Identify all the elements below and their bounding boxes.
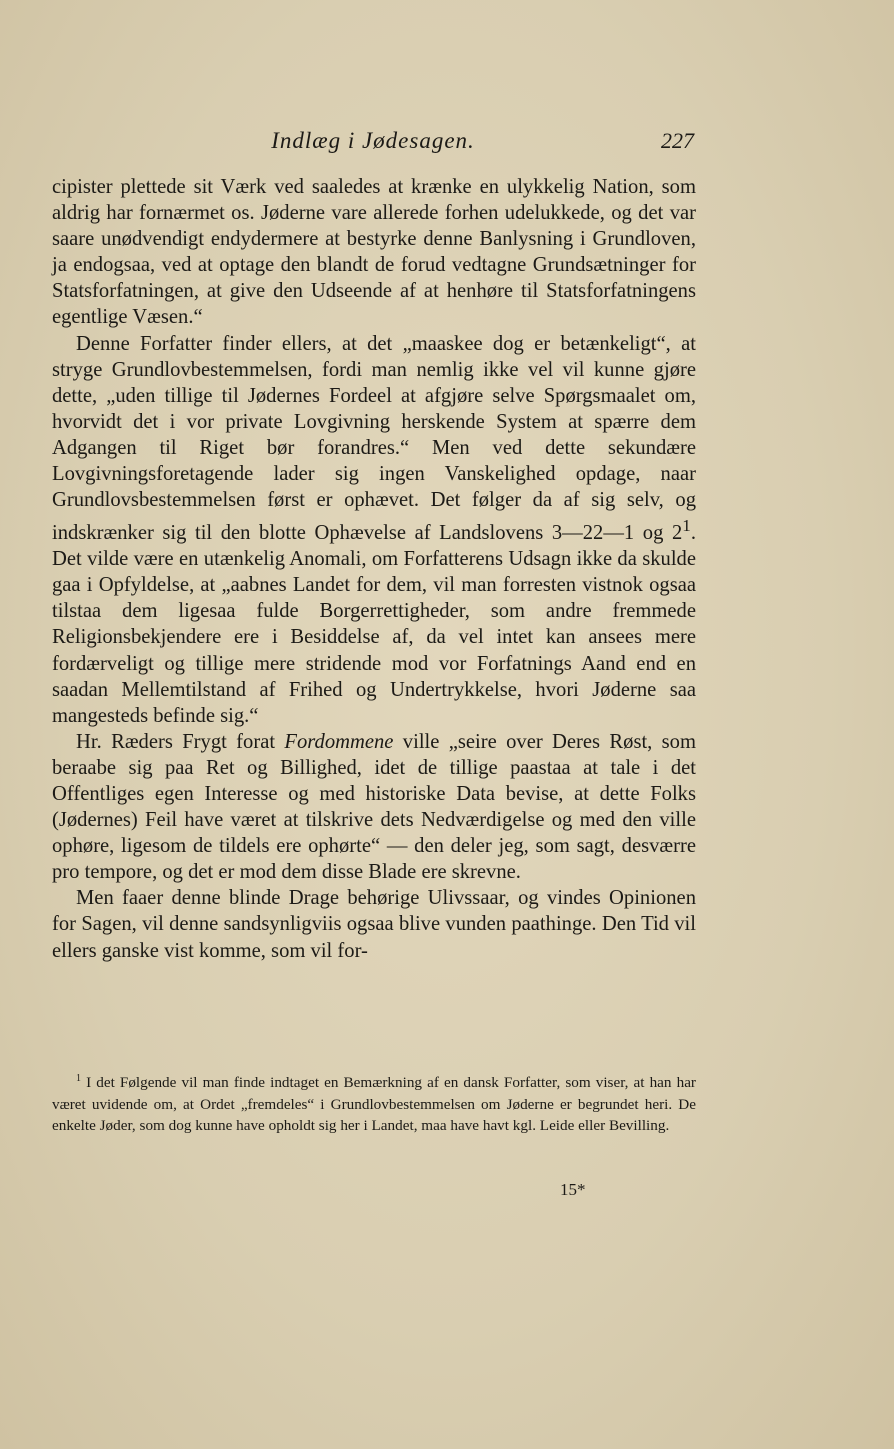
paragraph-2	[52, 331, 696, 729]
paragraph-2-text-a: Denne Forfatter finder ellers, at det „maaskee dog er betænkeligt“, at stryge Grundlovbestemmelsen, fordi man nemlig ikke vel vil kunne gjøre dette, „uden tillige til Jødernes Fordeel at afgjøre selve Spørgsmaalet om, hvorvidt det i vor private Lovgivning herskende System at spærre dem Adgangen til Riget bør forandres.“ Men ved dette sekundære Lovgivningsforetagende lader sig ingen Vanskelighed opdage, naar Grundlovsbestemmelsen først er ophævet. Det følger da af sig selv, og indskrænker sig til den blotte Ophævelse af Landslovens 3—22—1 og 2	[52, 332, 696, 545]
footnote	[52, 1068, 696, 1137]
paragraph-2-text-b: . Det vilde være en utænkelig Anomali, om Forfatterens Udsagn ikke da skulde gaa i Opfyldelse, at „aabnes Landet for dem, vil man forresten vistnok ogsaa tilstaa dem ligesaa fulde Borgerrettigheder, som andre fremmede Religionsbekjendere ere i Besiddelse af, da vel intet kan ansees mere fordærveligt og tillige mere stridende mod vor Forfatnings Aand end en saadan Mellemtilstand af Frihed og Undertrykkelse, hvori Jøderne saa mangesteds befinde sig.“	[52, 522, 696, 727]
paragraph-3-text-b: ville „seire over Deres Røst, som beraabe sig paa Ret og Billighed, idet de tillige paastaa at tale i det Offentliges egen Interesse og med historiske Data bevise, at dette Folks (Jødernes) Feil have været at tilskrive dets Nedværdigelse og med den ville ophøre, ligesom de tildels ere ophørte“ — den deler jeg, som sagt, desværre pro tempore, og det er mod dem disse Blade ere skrevne.	[52, 730, 696, 884]
paragraph-3	[52, 729, 696, 886]
footnote-marker: 1	[76, 1073, 81, 1084]
signature-mark: 15*	[560, 1180, 586, 1199]
page-header	[52, 124, 694, 158]
page-number: 227	[661, 128, 694, 153]
italic-term: Fordommene	[284, 730, 394, 753]
running-head: Indlæg i Jødesagen.	[271, 128, 475, 153]
body-text	[52, 174, 696, 964]
footnote-paragraph	[52, 1068, 696, 1137]
paragraph-4: Men faaer denne blinde Drage behørige Ulivssaar, og vindes Opinionen for Sagen, vil denne sandsynligviis ogsaa blive vunden paathinge. Den Tid vil ellers ganske vist komme, som vil for-	[52, 887, 696, 962]
footnote-reference: 1	[682, 516, 691, 536]
footnote-text: I det Følgende vil man finde indtaget en Bemærkning af en dansk Forfatter, som viser, at han har været uvidende om, at Ordet „fremdeles“ i Grundlovbestemmelsen om Jøderne er begrundet heri. De enkelte Jøder, som dog kunne have opholdt sig her i Landet, maa have havt kgl. Leide eller Bevilling.	[52, 1074, 696, 1135]
paragraph-3-text-a: Hr. Ræders Frygt forat	[76, 730, 285, 753]
paragraph-1: cipister plettede sit Værk ved saaledes at krænke en ulykkelig Nation, som aldrig har fornærmet os. Jøderne vare allerede forhen udelukkede, og det var saare unødvendigt endydermere at bestyrke denne Banlysning i Grundloven, ja endogsaa, ved at optage den blandt de forud vedtagne Grundsætninger for Statsforfatningen, at give den Udseende af at henhøre til Statsforfatningens egentlige Væsen.“	[52, 176, 696, 329]
